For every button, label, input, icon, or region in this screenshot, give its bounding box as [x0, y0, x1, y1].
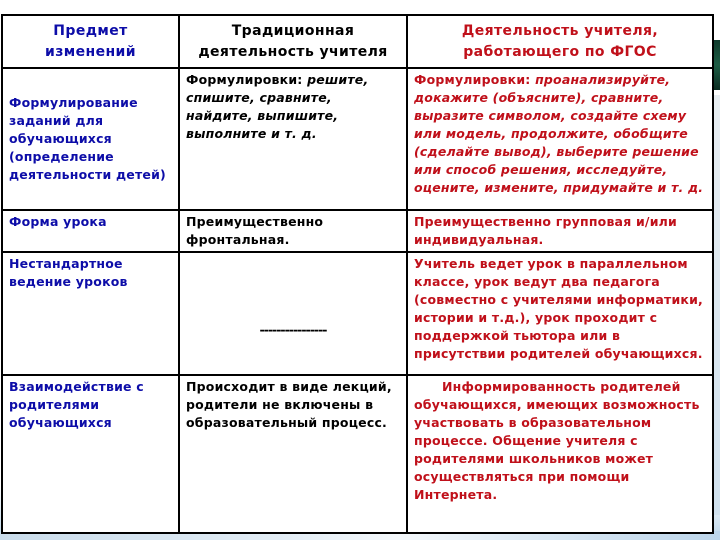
- table-row: [2, 210, 713, 252]
- cell-subject: Взаимодействие с родителями обучающихся: [2, 375, 179, 533]
- table-row: [2, 252, 713, 375]
- cell-fgos-lead: Формулировки:: [414, 72, 536, 87]
- cell-subject: Формулирование заданий для обучающихся (определение деятельности детей): [2, 68, 179, 210]
- cell-traditional-lead: Формулировки:: [186, 72, 308, 87]
- table-row: [2, 68, 713, 210]
- header-traditional: Традиционная деятельность учителя: [179, 15, 407, 68]
- comparison-table: [1, 14, 714, 534]
- header-fgos: Деятельность учителя, работающего по ФГОС: [407, 15, 713, 68]
- header-row: [2, 15, 713, 68]
- cell-fgos: Учитель ведет урок в параллельном классе, урок ведут два педагога (совместно с учителями информатики, истории и т.д.), урок проходит с поддержкой тьютора или в присутствии родителей обучающихся.: [407, 252, 713, 375]
- cell-fgos-text: Информированность родителей обучающихся, имеющих возможность участвовать в образовательном процессе. Общение учителя с родителями школьников может осуществляться при помощи Интернета.: [414, 379, 700, 502]
- empty-dash-placeholder: ----------------: [259, 322, 327, 337]
- cell-traditional: [179, 68, 407, 210]
- cell-traditional-italic: решите, спишите, сравните, найдите, выпишите, выполните и т. д.: [186, 72, 369, 141]
- cell-subject: Форма урока: [2, 210, 179, 252]
- header-subject: Предмет изменений: [2, 15, 179, 68]
- cell-traditional: [179, 252, 407, 375]
- cell-fgos-italic: проанализируйте, докажите (объясните), сравните, выразите символом, создайте схему или модель, продолжите, обобщите (сделайте вывод), выберите решение или способ решения, исследуйте, оцените, измените, придумайте и т. д.: [414, 72, 704, 195]
- cell-fgos: [407, 375, 713, 533]
- cell-traditional: Происходит в виде лекций, родители не включены в образовательный процесс.: [179, 375, 407, 533]
- cell-subject: Нестандартное ведение уроков: [2, 252, 179, 375]
- table-row: [2, 375, 713, 533]
- cell-traditional: Преимущественно фронтальная.: [179, 210, 407, 252]
- cell-fgos: Преимущественно групповая и/или индивидуальная.: [407, 210, 713, 252]
- cell-fgos: [407, 68, 713, 210]
